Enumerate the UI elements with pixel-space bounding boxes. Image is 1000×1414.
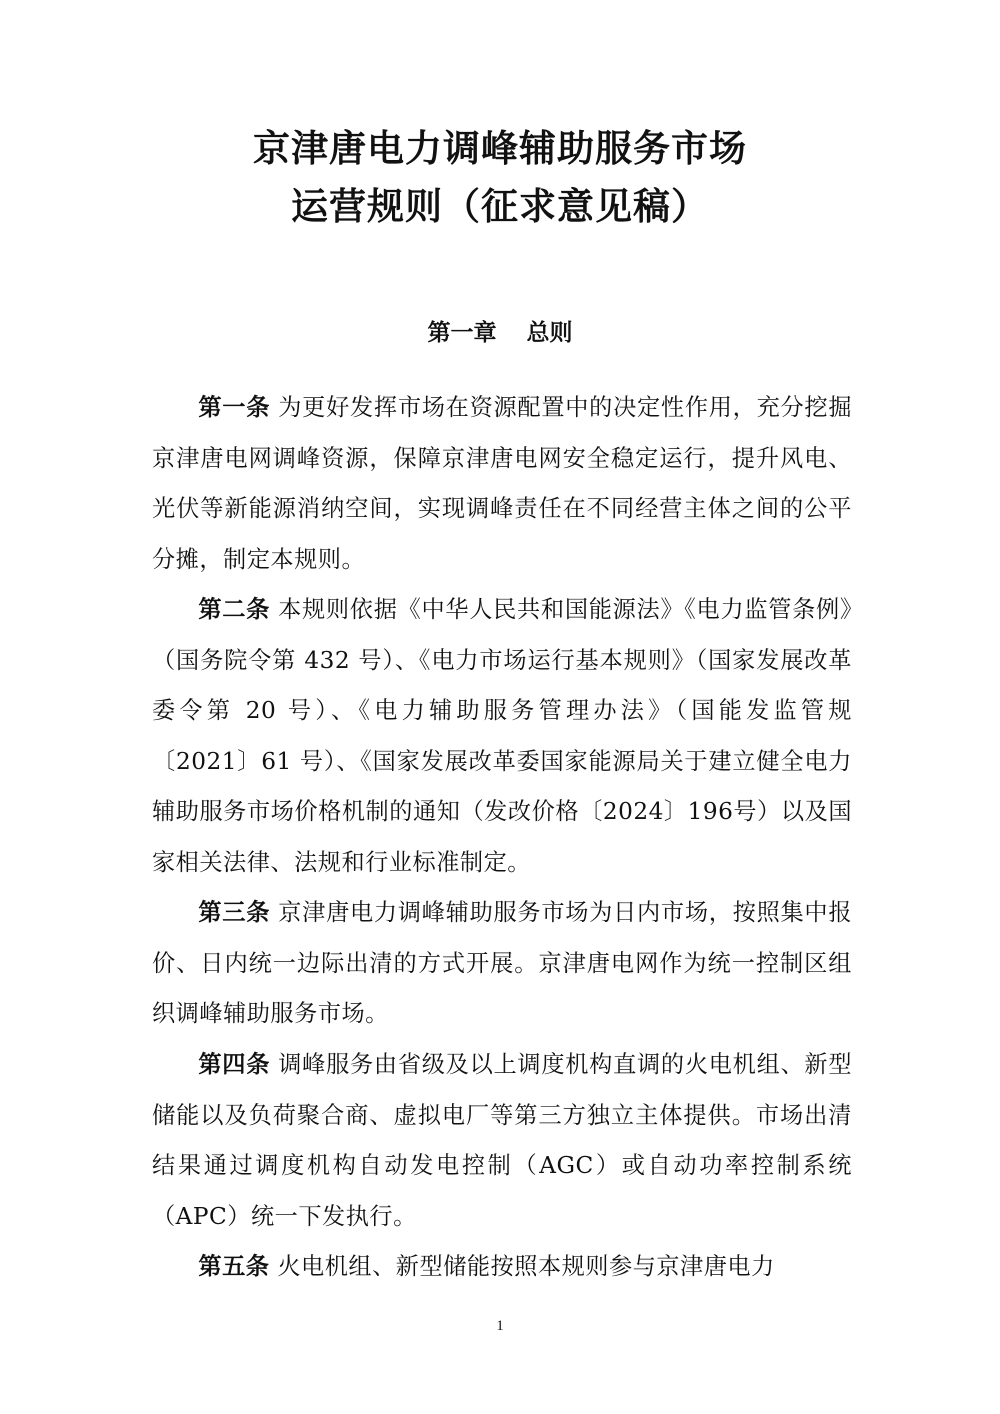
chapter-name: 总则 — [526, 320, 573, 346]
article-text: 京津唐电力调峰辅助服务市场为日内市场，按照集中报价、日内统一边际出清的方式开展。京津唐电网作为统一控制区组织调峰辅助服务市场。 — [152, 899, 853, 1027]
article-label: 第一条 — [198, 394, 271, 421]
article-3 — [152, 888, 852, 1040]
article-text: 为更好发挥市场在资源配置中的决定性作用，充分挖掘京津唐电网调峰资源，保障京津唐电网安全稳定运行，提升风电、光伏等新能源消纳空间，实现调峰责任在不同经营主体之间的公平分摊，制定本规则。 — [152, 394, 853, 573]
article-label: 第五条 — [198, 1253, 270, 1280]
article-label: 第二条 — [198, 596, 271, 623]
page-number: 1 — [496, 1318, 504, 1334]
article-text: 火电机组、新型储能按照本规则参与京津唐电力 — [277, 1253, 775, 1280]
article-4 — [152, 1040, 852, 1242]
article-1 — [152, 383, 852, 585]
article-2 — [152, 585, 852, 888]
chapter-heading — [0, 316, 1000, 350]
article-text: 本规则依据《中华人民共和国能源法》《电力监管条例》（国务院令第 432 号）、《电力市场运行基本规则》（国家发展改革委令第 20 号）、《电力辅助服务管理办法》（国能发监管规〔2021〕61 号）、《国家发展改革委国家能源局关于建立健全电力辅助服务市场价格机制的通知（发改价格〔2024〕196号）以及国家相关法律、法规和行业标准制定。 — [152, 596, 852, 876]
chapter-number: 第一章 — [427, 320, 497, 346]
document-title-line-1: 京津唐电力调峰辅助服务市场 — [253, 127, 747, 170]
document-title-line-2: 运营规则（征求意见稿） — [291, 185, 709, 228]
article-5 — [152, 1242, 852, 1293]
article-label: 第三条 — [198, 899, 271, 926]
article-label: 第四条 — [198, 1051, 271, 1078]
article-text: 调峰服务由省级及以上调度机构直调的火电机组、新型储能以及负荷聚合商、虚拟电厂等第三方独立主体提供。市场出清结果通过调度机构自动发电控制（AGC）或自动功率控制系统（APC）统一下发执行。 — [152, 1051, 853, 1230]
